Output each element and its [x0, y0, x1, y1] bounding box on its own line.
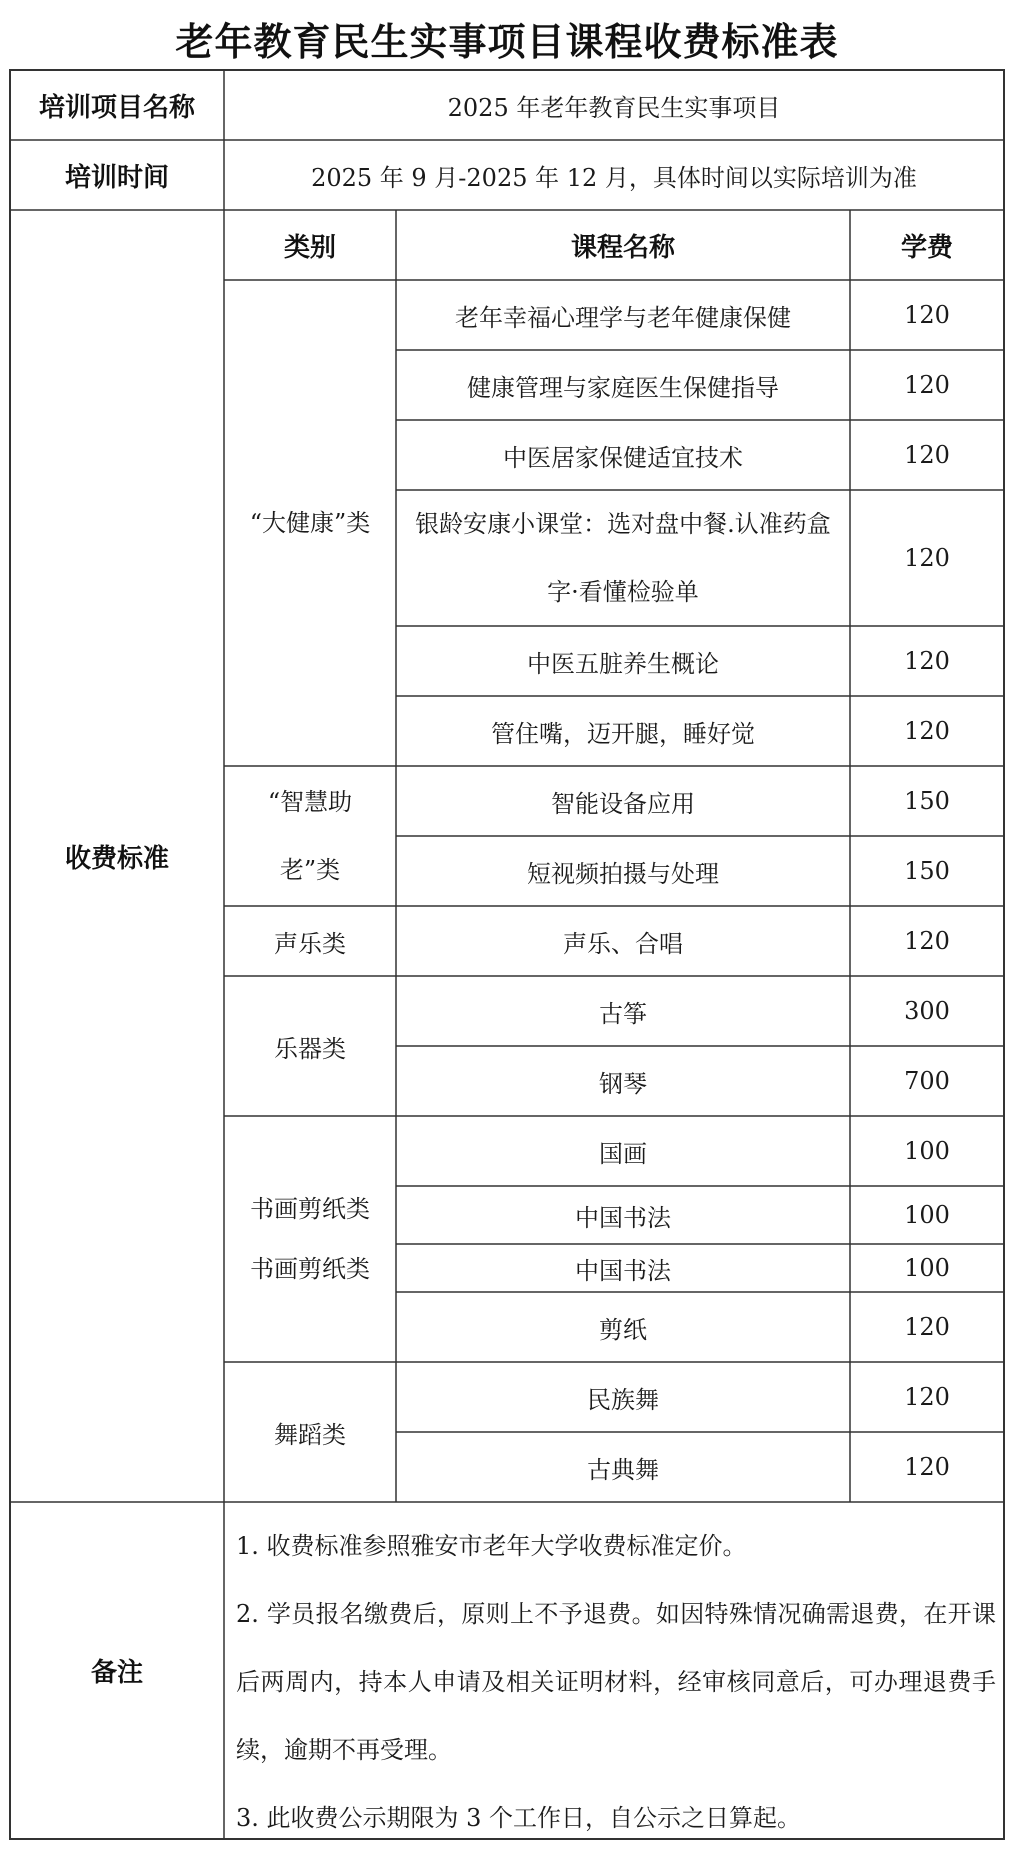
remark-item: 1. 收费标准参照雅安市老年大学收费标准定价。	[236, 1532, 747, 1560]
course-name: 民族舞	[587, 1385, 659, 1414]
course-name: 健康管理与家庭医生保健指导	[467, 373, 779, 402]
course-fee: 120	[904, 301, 950, 329]
col-header-fee: 学费	[900, 232, 953, 263]
course-fee: 120	[904, 544, 950, 572]
time-label: 培训时间	[64, 162, 169, 193]
remarks-content	[224, 1502, 1004, 1839]
col-header-course: 课程名称	[570, 232, 675, 263]
course-name: 中医居家保健适宜技术	[503, 443, 743, 472]
category-text: 书画剪纸类	[250, 1255, 370, 1283]
course-fee: 120	[904, 647, 950, 675]
course-fee: 120	[904, 717, 950, 745]
remarks-label: 备注	[90, 1658, 143, 1688]
course-name: 剪纸	[599, 1315, 647, 1344]
project-label: 培训项目名称	[38, 92, 195, 123]
course-name: 声乐、合唱	[563, 929, 683, 958]
course-fee: 120	[904, 927, 950, 955]
course-name: 银龄安康小课堂：选对盘中餐.认准药盒字·看懂检验单	[415, 510, 831, 606]
course-name: 古筝	[599, 999, 647, 1028]
course-name: 钢琴	[599, 1069, 647, 1098]
category-cell: “智慧助老”类	[267, 788, 353, 884]
time-value: 2025 年 9 月-2025 年 12 月，具体时间以实际培训为准	[311, 163, 917, 192]
course-fee: 150	[904, 787, 950, 815]
course-name: 中医五脏养生概论	[527, 649, 719, 678]
course-fee: 120	[904, 371, 950, 399]
course-name: 中国书法	[575, 1203, 671, 1232]
course-fee: 120	[904, 1383, 950, 1411]
category-cell: 乐器类	[274, 1034, 346, 1063]
category-cell: 声乐类	[274, 929, 346, 958]
course-name: 中国书法	[575, 1256, 671, 1285]
fees-label: 收费标准	[64, 843, 169, 874]
course-name: 国画	[599, 1139, 647, 1168]
course-fee: 700	[904, 1067, 950, 1095]
course-fee: 100	[904, 1137, 950, 1165]
course-fee: 120	[904, 1313, 950, 1341]
course-name: 短视频拍摄与处理	[527, 859, 719, 888]
course-fee: 150	[904, 857, 950, 885]
page-title: 老年教育民生实事项目课程收费标准表	[175, 20, 839, 64]
col-header-category: 类别	[283, 232, 336, 263]
course-fee: 300	[904, 997, 950, 1025]
project-value: 2025 年老年教育民生实事项目	[447, 93, 781, 122]
category-cell: 舞蹈类	[274, 1420, 346, 1449]
course-name: 管住嘴，迈开腿，睡好觉	[491, 719, 755, 748]
remark-item: 2. 学员报名缴费后，原则上不予退费。如因特殊情况确需退费，在开课后两周内，持本人申请及相关证明材料，经审核同意后，可办理退费手续，逾期不再受理。	[236, 1600, 996, 1764]
remark-item: 3. 此收费公示期限为 3 个工作日，自公示之日算起。	[236, 1804, 802, 1832]
category-cell: “大健康”类	[249, 509, 371, 537]
course-name: 古典舞	[587, 1455, 659, 1484]
category-cell	[224, 1116, 396, 1362]
course-fee: 100	[904, 1201, 950, 1229]
course-fee: 120	[904, 1453, 950, 1481]
course-name: 智能设备应用	[551, 789, 695, 818]
course-fee: 100	[904, 1254, 950, 1282]
course-name: 老年幸福心理学与老年健康保健	[455, 303, 791, 332]
course-fee: 120	[904, 441, 950, 469]
category-text: 书画剪纸类	[250, 1195, 370, 1223]
